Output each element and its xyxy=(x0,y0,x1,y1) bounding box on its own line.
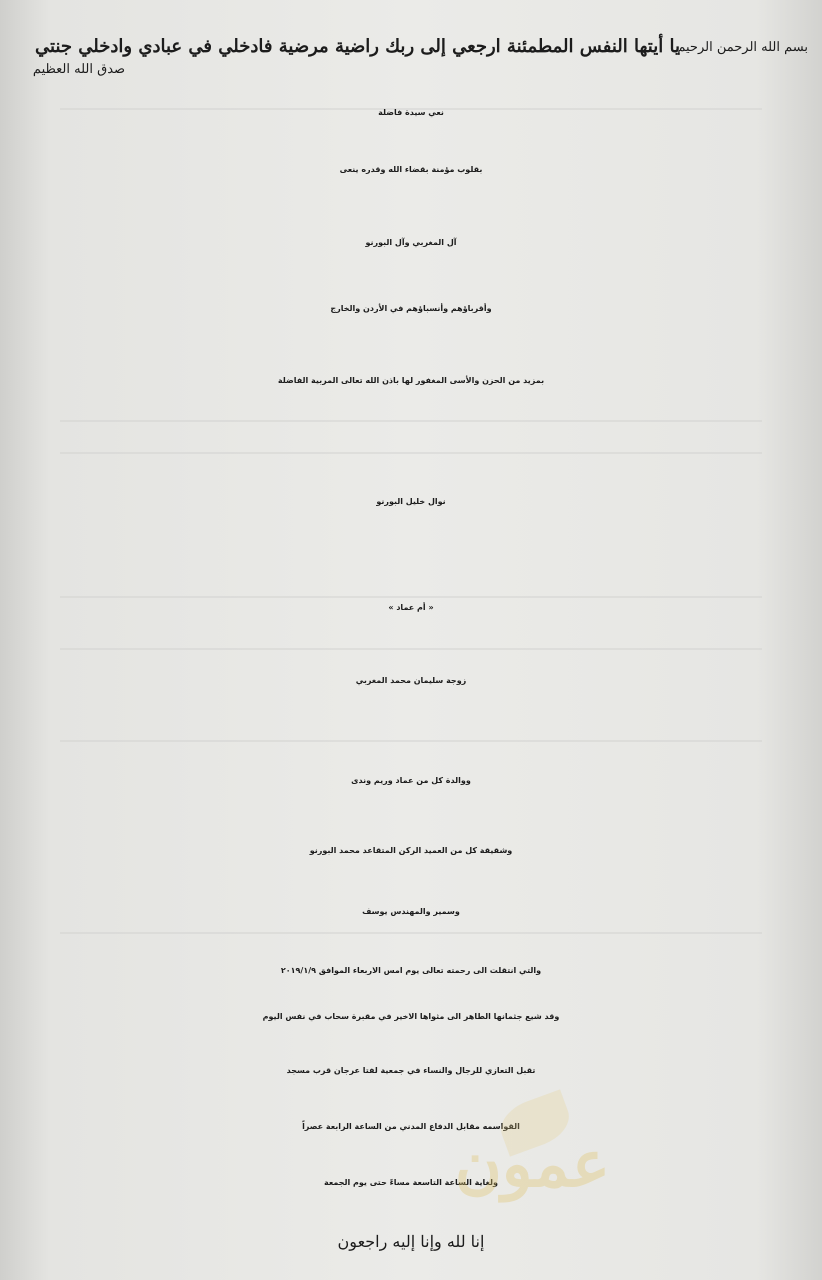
basmala: بسم الله الرحمن الرحيم xyxy=(677,40,808,55)
husband-line: زوجة سليمان محمد المغربي xyxy=(355,676,467,685)
siblings-line-1: وشقيقة كل من العميد الركن المتقاعد محمد البورنو xyxy=(309,846,513,855)
condolence-line-2: القواسمه مقابل الدفاع المدني من الساعة الرابعة عصراً xyxy=(302,1122,520,1131)
sorrow-line: بمزيد من الحزن والأسى المغفور لها باذن الله تعالى المربية الفاضلة xyxy=(277,376,545,385)
quran-verse: يا أيتها النفس المطمئنة ارجعي إلى ربك راضية مرضية فادخلي في عبادي وادخلي جنتي xyxy=(35,36,680,57)
deceased-name: نوال خليل البورنو xyxy=(376,497,446,506)
burial-line: وقد شيع جثمانها الطاهر الى مثواها الاخير في مقبرة سحاب في نفس اليوم xyxy=(262,1012,560,1021)
siblings-line-2: وسمير والمهندس يوسف xyxy=(362,907,460,916)
condolence-line-3: ولغاية الساعة التاسعة مساءً حتى يوم الجمعة xyxy=(324,1178,498,1187)
closing-verse: إنا لله وإنا إليه راجعون xyxy=(337,1232,485,1251)
watermark-logo: عمون xyxy=(454,1127,610,1202)
notice-intro: نعي سيدة فاضلة xyxy=(378,108,444,117)
death-date-line: والتي انتقلت الى رحمته تعالى يوم امس الاربعاء الموافق ٢٠١٩/١/٩ xyxy=(280,966,542,975)
relatives-line: وأقرباؤهم وأنسباؤهم في الأردن والخارج xyxy=(330,304,492,313)
condolence-line-1: تقبل التعازي للرجال والنساء في جمعية لفتا عرجان قرب مسجد xyxy=(286,1066,536,1075)
bleed-through-line xyxy=(60,648,762,650)
faith-line: بقلوب مؤمنة بقضاء الله وقدره ينعى xyxy=(339,165,483,174)
bleed-through-line xyxy=(60,596,762,598)
children-line: ووالدة كل من عماد وريم وندى xyxy=(351,776,471,785)
kunya: « أم عماد » xyxy=(388,603,434,612)
families-line: آل المغربي وآل البورنو xyxy=(365,238,457,247)
bleed-through-line xyxy=(60,932,762,934)
bleed-through-line xyxy=(60,740,762,742)
bleed-through-line xyxy=(60,420,762,422)
sadaq-allah: صدق الله العظيم xyxy=(32,62,126,77)
